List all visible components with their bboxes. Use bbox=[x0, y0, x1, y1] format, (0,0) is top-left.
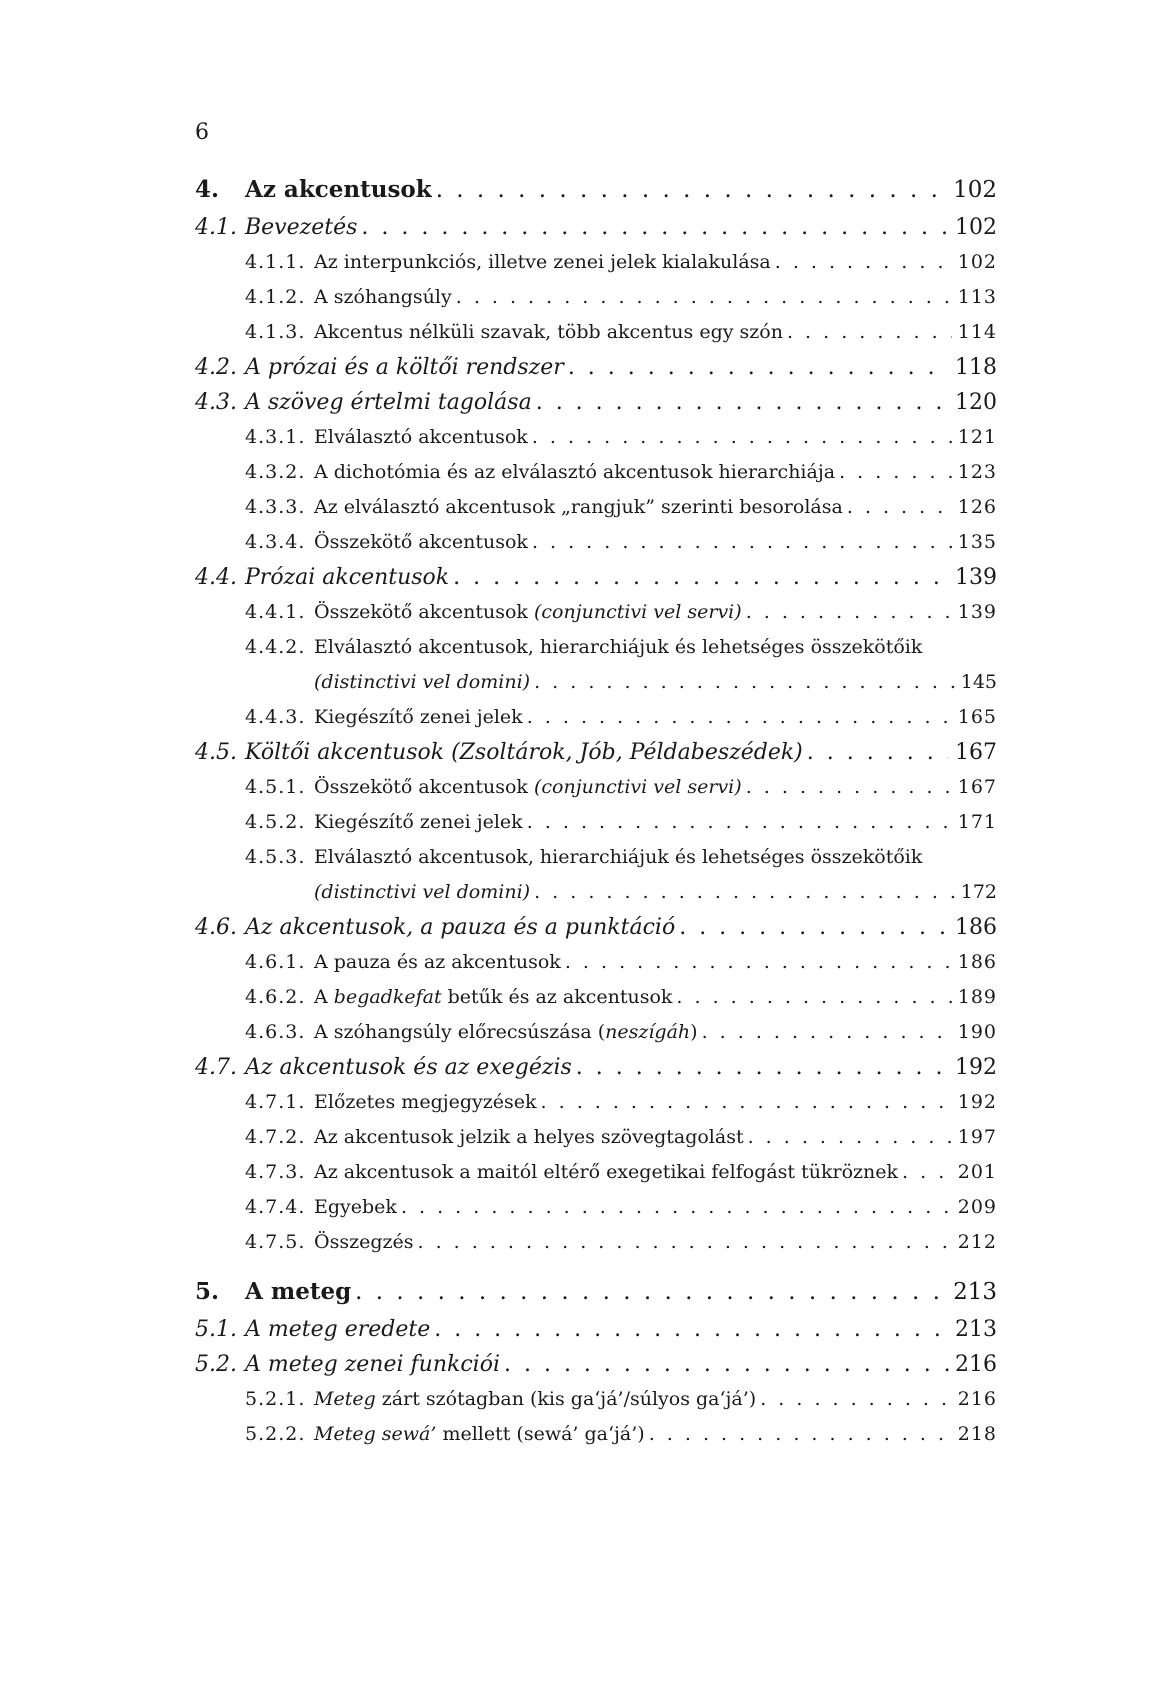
table-of-contents bbox=[195, 170, 997, 1452]
toc-entry-title: A pauza és az akcentusok bbox=[314, 951, 561, 973]
dot-leader bbox=[532, 420, 952, 455]
toc-entry-number: 4.7.2. bbox=[245, 1126, 306, 1148]
toc-entry-page: 165 bbox=[957, 706, 997, 728]
toc-entry-title: Elválasztó akcentusok, hierarchiájuk és lehetséges összekötőik bbox=[314, 846, 923, 868]
toc-entry-number: 4.3. bbox=[195, 390, 237, 415]
toc-entry-4-4-3[interactable] bbox=[195, 700, 997, 735]
toc-entry-4-1[interactable] bbox=[195, 210, 997, 245]
toc-entry-number: 4. bbox=[195, 176, 220, 203]
toc-entry-title: Összegzés bbox=[314, 1231, 414, 1253]
toc-entry-title: Az interpunkciós, illetve zenei jelek kialakulása bbox=[314, 251, 771, 273]
dot-leader bbox=[760, 1382, 952, 1417]
toc-entry-title: A dichotómia és az elválasztó akcentusok hierarchiája bbox=[314, 461, 836, 483]
dot-leader bbox=[504, 1347, 949, 1382]
dot-leader bbox=[355, 1272, 947, 1312]
toc-entry-4-1-3[interactable] bbox=[195, 315, 997, 350]
toc-entry-5[interactable] bbox=[195, 1272, 997, 1312]
title-text: A szóhangsúly előrecsúszása bbox=[314, 1021, 592, 1043]
page-number: 6 bbox=[195, 120, 209, 145]
toc-entry-title: Prózai akcentusok bbox=[245, 565, 450, 590]
toc-entry-title: Az akcentusok jelzik a helyes szövegtagolást bbox=[314, 1126, 744, 1148]
toc-entry-title: Az akcentusok bbox=[245, 176, 432, 203]
toc-entry-number: 4.4.3. bbox=[245, 706, 306, 728]
toc-entry-title: Az akcentusok a maitól eltérő exegetikai felfogást tükröznek bbox=[314, 1161, 899, 1183]
toc-entry-4-4-2-continuation[interactable] bbox=[195, 665, 997, 700]
dot-leader bbox=[676, 980, 951, 1015]
dot-leader bbox=[746, 770, 952, 805]
toc-entry-title: Kiegészítő zenei jelek bbox=[314, 811, 523, 833]
toc-entry-number: 4.1.1. bbox=[245, 251, 306, 273]
dot-leader bbox=[361, 210, 949, 245]
toc-entry-number: 4.3.1. bbox=[245, 426, 306, 448]
toc-entry-4-4-1[interactable] bbox=[195, 595, 997, 630]
title-italic: Meteg bbox=[314, 1388, 376, 1410]
toc-entry-page: 197 bbox=[957, 1126, 997, 1148]
title-italic: (distinctivi vel domini) bbox=[314, 671, 531, 693]
toc-entry-page: 213 bbox=[955, 1317, 997, 1342]
toc-entry-4-3-4[interactable] bbox=[195, 525, 997, 560]
toc-entry-title: Elválasztó akcentusok bbox=[314, 426, 528, 448]
toc-entry-title: A szöveg értelmi tagolása bbox=[245, 390, 532, 415]
toc-entry-number: 4.5.3. bbox=[245, 846, 306, 868]
toc-entry-4-7-4[interactable] bbox=[195, 1190, 997, 1225]
toc-entry-page: 167 bbox=[955, 740, 997, 765]
toc-entry-4-1-2[interactable] bbox=[195, 280, 997, 315]
toc-entry-page: 190 bbox=[957, 1021, 997, 1043]
dot-leader bbox=[746, 595, 952, 630]
toc-entry-4-3-1[interactable] bbox=[195, 420, 997, 455]
toc-entry-5-2[interactable] bbox=[195, 1347, 997, 1382]
toc-entry-number: 4.1.2. bbox=[245, 286, 306, 308]
toc-entry-4-7[interactable] bbox=[195, 1050, 997, 1085]
dot-leader bbox=[787, 315, 952, 350]
toc-entry-4-7-5[interactable] bbox=[195, 1225, 997, 1260]
toc-entry-number: 4.5.1. bbox=[245, 776, 306, 798]
toc-entry-title: Egyebek bbox=[314, 1196, 397, 1218]
toc-entry-number: 4.5.2. bbox=[245, 811, 306, 833]
toc-entry-page: 216 bbox=[957, 1388, 997, 1410]
toc-entry-page: 201 bbox=[957, 1161, 997, 1183]
toc-entry-number: 4.2. bbox=[195, 355, 237, 380]
toc-entry-page: 121 bbox=[957, 426, 997, 448]
toc-entry-number: 5.1. bbox=[195, 1317, 237, 1342]
toc-entry-4-3[interactable] bbox=[195, 385, 997, 420]
title-italic: (conjunctivi vel servi) bbox=[533, 601, 742, 623]
toc-entry-page: 120 bbox=[955, 390, 997, 415]
dot-leader bbox=[453, 560, 949, 595]
toc-entry-page: 171 bbox=[957, 811, 997, 833]
toc-entry-4[interactable] bbox=[195, 170, 997, 210]
title-prefix: A bbox=[314, 986, 328, 1008]
toc-entry-number: 4.7.5. bbox=[245, 1231, 306, 1253]
toc-entry-title: Kiegészítő zenei jelek bbox=[314, 706, 523, 728]
toc-entry-title: Bevezetés bbox=[245, 215, 358, 240]
toc-entry-5-1[interactable] bbox=[195, 1312, 997, 1347]
dot-leader bbox=[434, 1312, 949, 1347]
toc-entry-number: 4.3.4. bbox=[245, 531, 306, 553]
toc-entry-page: 114 bbox=[957, 321, 997, 343]
dot-leader bbox=[902, 1155, 952, 1190]
toc-entry-number: 4.6. bbox=[195, 915, 237, 940]
toc-entry-title: A szóhangsúly bbox=[314, 286, 452, 308]
toc-entry-number: 4.1.3. bbox=[245, 321, 306, 343]
dot-leader bbox=[532, 525, 952, 560]
toc-entry-number: 5.2.2. bbox=[245, 1423, 306, 1445]
dot-leader bbox=[775, 245, 952, 280]
dot-leader bbox=[649, 1417, 952, 1452]
toc-entry-page: 102 bbox=[957, 251, 997, 273]
toc-entry-number: 4.4. bbox=[195, 565, 237, 590]
toc-entry-page: 216 bbox=[955, 1352, 997, 1377]
dot-leader bbox=[527, 805, 952, 840]
dot-leader bbox=[436, 170, 947, 210]
toc-entry-number: 4.7. bbox=[195, 1055, 237, 1080]
toc-entry-number: 4.7.4. bbox=[245, 1196, 306, 1218]
toc-entry-page: 123 bbox=[957, 461, 997, 483]
toc-entry-number: 4.3.2. bbox=[245, 461, 306, 483]
title-text: Összekötő akcentusok bbox=[314, 776, 528, 798]
toc-entry-5-2-2[interactable] bbox=[195, 1417, 997, 1452]
toc-entry-4-6-2[interactable] bbox=[195, 980, 997, 1015]
toc-entry-page: 192 bbox=[955, 1055, 997, 1080]
toc-entry-4-6-1[interactable] bbox=[195, 945, 997, 980]
toc-entry-4-1-1[interactable] bbox=[195, 245, 997, 280]
dot-leader bbox=[748, 1120, 952, 1155]
title-italic: begadkefat bbox=[333, 986, 442, 1008]
toc-entry-page: 145 bbox=[960, 671, 997, 693]
title-italic: (distinctivi vel domini) bbox=[314, 881, 531, 903]
toc-entry-title: A prózai és a költői rendszer bbox=[245, 355, 564, 380]
toc-entry-title bbox=[314, 980, 672, 1015]
toc-entry-page: 186 bbox=[955, 915, 997, 940]
toc-entry-4-3-3[interactable] bbox=[195, 490, 997, 525]
toc-entry-4-2[interactable] bbox=[195, 350, 997, 385]
toc-entry-title bbox=[314, 1382, 756, 1417]
toc-entry-4-6-3[interactable] bbox=[195, 1015, 997, 1050]
dot-leader bbox=[702, 1015, 952, 1050]
dot-leader bbox=[527, 700, 952, 735]
toc-entry-4-4-2[interactable] bbox=[195, 630, 997, 665]
toc-entry-4-5-3-continuation[interactable] bbox=[195, 875, 997, 910]
toc-entry-page: 139 bbox=[955, 565, 997, 590]
dot-leader bbox=[568, 350, 949, 385]
toc-entry-title: Előzetes megjegyzések bbox=[314, 1091, 537, 1113]
toc-entry-4-5-1[interactable] bbox=[195, 770, 997, 805]
toc-entry-page: 209 bbox=[957, 1196, 997, 1218]
title-text: Összekötő akcentusok bbox=[314, 601, 528, 623]
dot-leader bbox=[807, 735, 949, 770]
dot-leader bbox=[534, 875, 955, 910]
dot-leader bbox=[576, 1050, 949, 1085]
toc-entry-number: 4.7.1. bbox=[245, 1091, 306, 1113]
toc-entry-page: 102 bbox=[955, 215, 997, 240]
toc-entry-title: A meteg eredete bbox=[245, 1317, 431, 1342]
dot-leader bbox=[679, 910, 949, 945]
dot-leader bbox=[418, 1225, 952, 1260]
toc-entry-title bbox=[314, 595, 742, 630]
toc-entry-page: 113 bbox=[957, 286, 997, 308]
toc-entry-page: 189 bbox=[957, 986, 997, 1008]
toc-entry-4-5-3[interactable] bbox=[195, 840, 997, 875]
toc-entry-page: 172 bbox=[960, 881, 997, 903]
toc-entry-number: 4.4.1. bbox=[245, 601, 306, 623]
toc-entry-title: A meteg bbox=[245, 1278, 352, 1305]
toc-entry-page: 102 bbox=[953, 177, 997, 203]
toc-entry-4-7-2[interactable] bbox=[195, 1120, 997, 1155]
toc-entry-page: 212 bbox=[957, 1231, 997, 1253]
toc-entry-title bbox=[314, 770, 742, 805]
section-gap bbox=[195, 1260, 997, 1272]
toc-entry-4-4[interactable] bbox=[195, 560, 997, 595]
toc-entry-page: 167 bbox=[957, 776, 997, 798]
toc-entry-title bbox=[314, 1417, 645, 1452]
toc-entry-title: Elválasztó akcentusok, hierarchiájuk és lehetséges összekötőik bbox=[314, 636, 923, 658]
toc-entry-number: 5.2.1. bbox=[245, 1388, 306, 1410]
toc-entry-5-2-1[interactable] bbox=[195, 1382, 997, 1417]
toc-entry-4-6[interactable] bbox=[195, 910, 997, 945]
toc-entry-title: Az akcentusok és az exegézis bbox=[245, 1055, 572, 1080]
toc-entry-page: 186 bbox=[957, 951, 997, 973]
title-italic: Meteg sewá’ bbox=[314, 1423, 437, 1445]
dot-leader bbox=[839, 455, 952, 490]
toc-entry-number: 4.4.2. bbox=[245, 636, 306, 658]
toc-entry-page: 139 bbox=[957, 601, 997, 623]
toc-entry-4-3-2[interactable] bbox=[195, 455, 997, 490]
dot-leader bbox=[541, 1085, 952, 1120]
toc-entry-number: 4.6.1. bbox=[245, 951, 306, 973]
toc-entry-number: 5.2. bbox=[195, 1352, 237, 1377]
toc-entry-4-7-3[interactable] bbox=[195, 1155, 997, 1190]
toc-entry-number: 4.7.3. bbox=[245, 1161, 306, 1183]
toc-entry-page: 213 bbox=[953, 1279, 997, 1305]
toc-entry-title: A szóhangsúly előrecsúszása (neszígáh) bbox=[314, 1021, 698, 1043]
toc-entry-title: Költői akcentusok (Zsoltárok, Jób, Példabeszédek) bbox=[245, 740, 803, 765]
toc-entry-4-5-2[interactable] bbox=[195, 805, 997, 840]
toc-entry-title: Összekötő akcentusok bbox=[314, 531, 528, 553]
toc-entry-title: Az akcentusok, a pauza és a punktáció bbox=[245, 915, 676, 940]
title-italic: neszígáh bbox=[605, 1021, 691, 1043]
toc-entry-number: 4.6.2. bbox=[245, 986, 306, 1008]
toc-entry-number: 4.6.3. bbox=[245, 1021, 306, 1043]
toc-entry-title: Akcentus nélküli szavak, több akcentus egy szón bbox=[314, 321, 783, 343]
toc-entry-number: 4.3.3. bbox=[245, 496, 306, 518]
toc-entry-page: 118 bbox=[955, 355, 997, 380]
title-text: betűk és az akcentusok bbox=[447, 986, 673, 1008]
title-text: mellett (sewá’ ga‘já’) bbox=[442, 1423, 645, 1445]
dot-leader bbox=[565, 945, 952, 980]
toc-entry-page: 218 bbox=[957, 1423, 997, 1445]
toc-entry-number: 4.5. bbox=[195, 740, 237, 765]
toc-entry-page: 126 bbox=[957, 496, 997, 518]
toc-entry-4-5[interactable] bbox=[195, 735, 997, 770]
dot-leader bbox=[847, 490, 952, 525]
toc-entry-page: 192 bbox=[957, 1091, 997, 1113]
dot-leader bbox=[401, 1190, 952, 1225]
dot-leader bbox=[534, 665, 955, 700]
toc-entry-number: 5. bbox=[195, 1278, 220, 1305]
title-text: zárt szótagban (kis ga‘já’/súlyos ga‘já’) bbox=[381, 1388, 757, 1410]
toc-entry-number: 4.1. bbox=[195, 215, 237, 240]
toc-entry-title: A meteg zenei funkciói bbox=[245, 1352, 500, 1377]
toc-entry-page: 135 bbox=[957, 531, 997, 553]
title-italic: (conjunctivi vel servi) bbox=[533, 776, 742, 798]
dot-leader bbox=[536, 385, 949, 420]
toc-entry-title: Az elválasztó akcentusok „rangjuk” szerinti besorolása bbox=[314, 496, 843, 518]
toc-entry-4-7-1[interactable] bbox=[195, 1085, 997, 1120]
dot-leader bbox=[456, 280, 952, 315]
